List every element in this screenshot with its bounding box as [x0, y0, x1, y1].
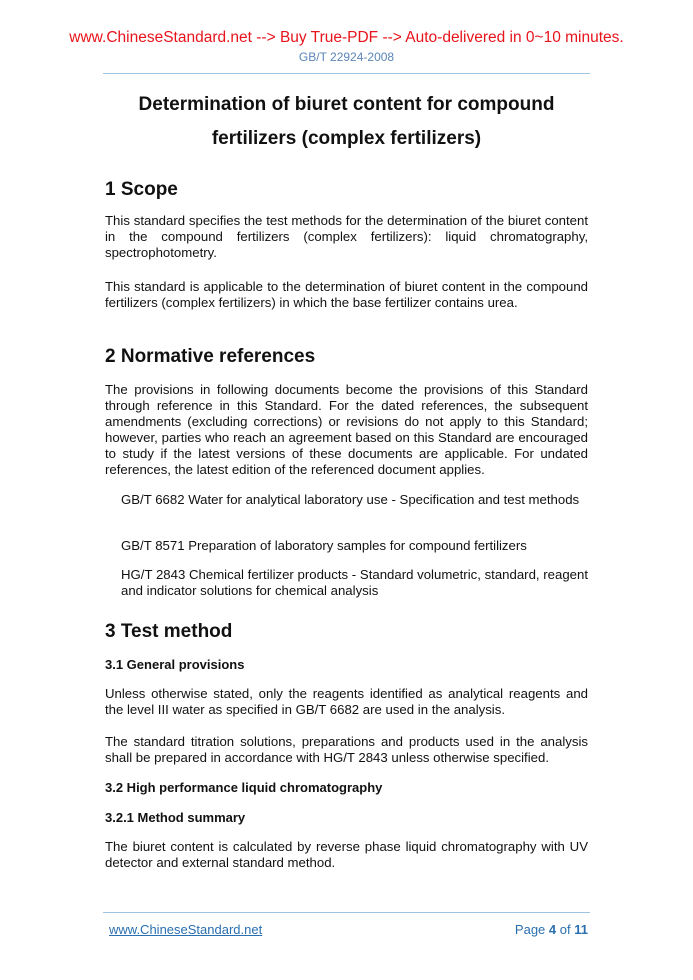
general-paragraph-1: Unless otherwise stated, only the reagents identified as analytical reagents and the level III water as specified in GB/T 6682 are used in the analysis.	[105, 686, 588, 717]
reference-item: GB/T 8571 Preparation of laboratory samples for compound fertilizers	[121, 538, 527, 553]
footer-website-link[interactable]: www.ChineseStandard.net	[109, 922, 263, 937]
title-line-1: Determination of biuret content for compound	[138, 94, 555, 115]
header-divider	[103, 73, 590, 74]
page-of: of	[559, 922, 571, 937]
general-paragraph-2: The standard titration solutions, preparations and products used in the analysis shall be prepared in accordance with HG/T 2843 unless otherwise specified.	[105, 734, 588, 765]
subsection-heading-summary: 3.2.1 Method summary	[105, 810, 246, 825]
section-heading-normative: 2 Normative references	[105, 346, 316, 367]
scope-paragraph-2: This standard is applicable to the determination of biuret content in the compound fertilizers (complex fertilizers) in which the base fertilizer contains urea.	[105, 279, 588, 310]
section-heading-scope: 1 Scope	[105, 179, 178, 200]
scope-paragraph-1: This standard specifies the test methods for the determination of the biuret content in the compound fertilizers (complex fertilizers): liquid chromatography, spectrophotometry.	[105, 213, 588, 260]
subsection-heading-general: 3.1 General provisions	[105, 657, 245, 672]
header-banner: www.ChineseStandard.net --> Buy True-PDF --> Auto-delivered in 0~10 minutes.	[69, 29, 624, 46]
reference-item: HG/T 2843 Chemical fertilizer products - Standard volumetric, standard, reagent and indicator solutions for chemical analysis	[121, 567, 588, 598]
footer-divider	[103, 912, 590, 913]
summary-paragraph: The biuret content is calculated by reverse phase liquid chromatography with UV detector and external standard method.	[105, 839, 588, 870]
document-title	[105, 88, 588, 156]
page-label: Page	[514, 922, 546, 937]
normative-paragraph: The provisions in following documents become the provisions of this Standard through reference in this Standard. For the dated references, the subsequent amendments (excluding corrections) or revisions do not apply to this Standard; however, parties who reach an agreement based on this Standard are encouraged to study if the latest versions of these documents are applicable. For undated references, the latest edition of the referenced document applies.	[105, 382, 588, 477]
page-total: 11	[574, 922, 588, 937]
page-number	[515, 922, 588, 937]
subsection-heading-hplc: 3.2 High performance liquid chromatography	[105, 780, 383, 795]
section-heading-test-method: 3 Test method	[105, 621, 233, 642]
document-id: GB/T 22924-2008	[298, 50, 395, 64]
page-current: 4	[548, 922, 557, 937]
reference-item: GB/T 6682 Water for analytical laboratory use - Specification and test methods	[121, 492, 580, 507]
title-line-2: fertilizers (complex fertilizers)	[211, 128, 482, 149]
